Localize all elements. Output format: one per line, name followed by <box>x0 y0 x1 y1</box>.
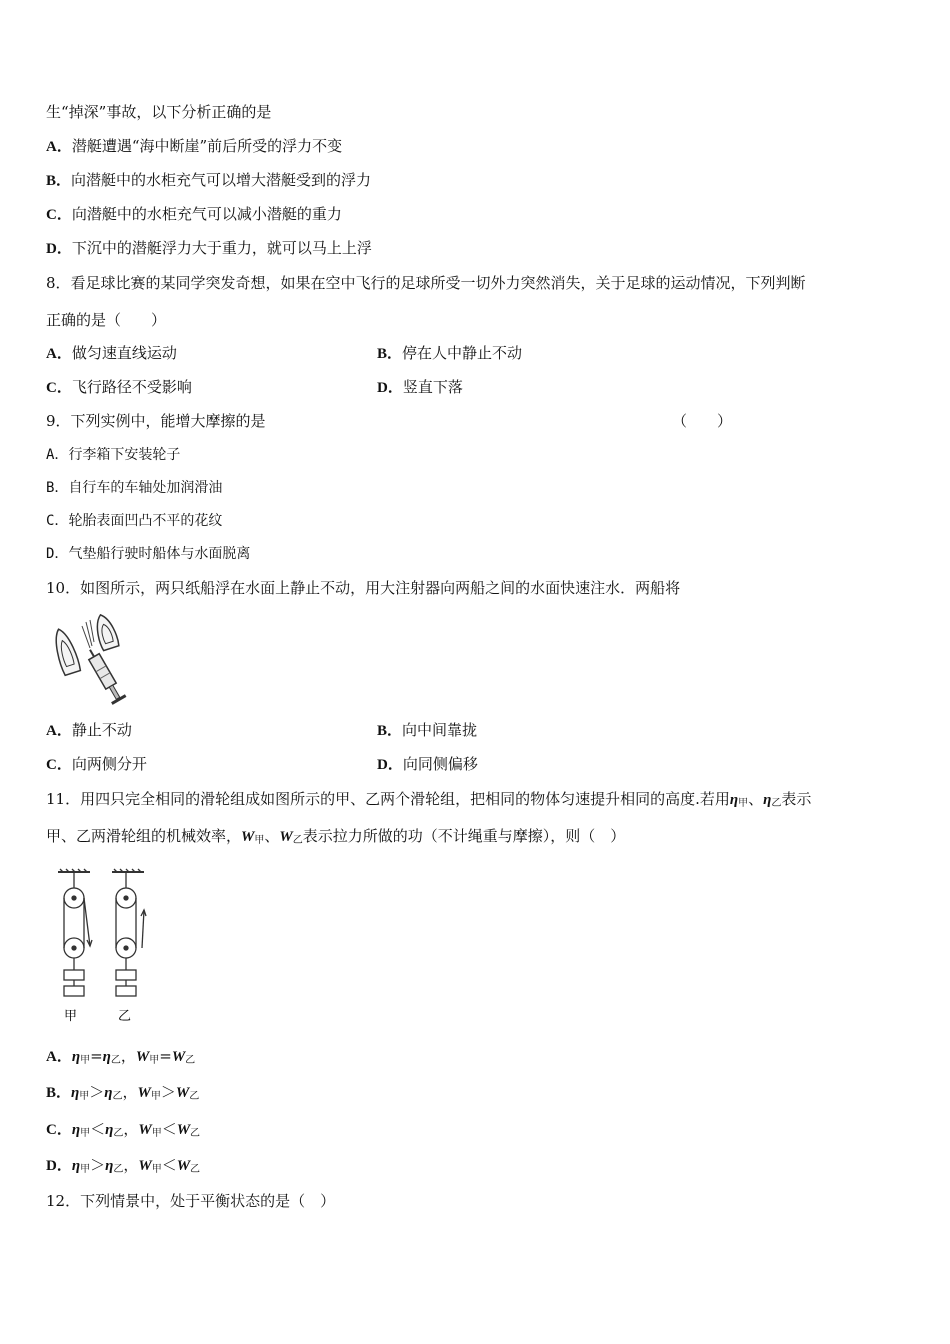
q10-option-a-text: 静止不动 <box>71 721 132 739</box>
q12-stem: 12．下列情景中，处于平衡状态的是（ ） <box>46 1192 336 1210</box>
q8-stem-line2: 正确的是（ ） <box>46 311 167 329</box>
q9-option-d-text: 气垫船行驶时船体与水面脱离 <box>68 546 251 562</box>
eta-symbol: η <box>71 1085 80 1101</box>
q9-option-a-label: A． <box>46 447 69 463</box>
q10-option-a <box>46 720 132 741</box>
comma: ， <box>120 1047 136 1065</box>
q11-option-d <box>46 1155 200 1180</box>
sub-yi: 乙 <box>771 798 782 809</box>
q9-option-c-label: C． <box>46 513 69 529</box>
relation-w: ＜ <box>161 1120 177 1138</box>
q7-option-c <box>46 204 342 225</box>
q7-option-a <box>46 136 342 157</box>
q11-option-a-label: A． <box>46 1049 72 1065</box>
q9-option-c-text: 轮胎表面凹凸不平的花纹 <box>68 513 223 529</box>
q8-option-c <box>46 377 192 398</box>
sub-jia: 甲 <box>80 1128 91 1139</box>
q7-option-d-label: D． <box>46 241 72 257</box>
eta-symbol: η <box>105 1122 114 1138</box>
fig-label-jia: 甲 <box>64 1009 78 1024</box>
sub-jia: 甲 <box>150 1091 161 1102</box>
sub-yi: 乙 <box>112 1091 123 1102</box>
comma: ， <box>122 1083 138 1101</box>
q10-option-c-label: C． <box>46 757 72 773</box>
q10-option-d-label: D． <box>377 757 403 773</box>
water-jet <box>82 620 94 648</box>
eta-symbol: η <box>729 792 739 808</box>
q11-stem-line1 <box>46 789 811 814</box>
sub-jia: 甲 <box>738 798 749 809</box>
w-symbol: W <box>138 1158 152 1174</box>
q7-option-c-label: C． <box>46 207 72 223</box>
relation-eta: = <box>90 1047 103 1065</box>
sub-yi: 乙 <box>185 1055 196 1066</box>
q7-option-a-label: A． <box>46 139 72 155</box>
q11-option-b-label: B． <box>46 1085 72 1101</box>
q8-option-a-label: A． <box>46 346 72 362</box>
w-symbol: W <box>171 1049 186 1065</box>
sub-jia: 甲 <box>151 1164 162 1175</box>
sub-yi: 乙 <box>113 1164 124 1175</box>
relation-w: ＞ <box>160 1083 176 1101</box>
sub-jia: 甲 <box>254 835 265 846</box>
q10-option-d <box>377 754 478 775</box>
relation-eta: ＜ <box>90 1120 106 1138</box>
relation-w: = <box>159 1047 172 1065</box>
q11-option-d-label: D． <box>46 1158 72 1174</box>
sub-yi: 乙 <box>190 1128 201 1139</box>
q7-option-d <box>46 238 372 259</box>
q11-stem-line2-b: 表示拉力所做的功（不计绳重与摩擦），则（ ） <box>302 827 626 845</box>
q8-option-a-text: 做匀速直线运动 <box>71 344 177 362</box>
w-symbol: W <box>135 1049 150 1065</box>
boats-syringe-figure <box>46 612 136 708</box>
q11-stem-line2 <box>46 826 625 851</box>
q10-option-d-text: 向同侧偏移 <box>402 755 478 773</box>
q10-option-c-text: 向两侧分开 <box>71 755 147 773</box>
eta-symbol: η <box>763 792 772 808</box>
eta-symbol: η <box>104 1085 113 1101</box>
q11-stem-b: 表示 <box>781 790 812 808</box>
right-boat <box>92 612 120 651</box>
q7-option-b-text: 向潜艇中的水柜充气可以增大潜艇受到的浮力 <box>71 171 372 189</box>
q10-option-b-label: B． <box>377 723 403 739</box>
eta-symbol: η <box>71 1158 81 1174</box>
q11-option-c-label: C． <box>46 1122 72 1138</box>
sub-jia: 甲 <box>80 1055 91 1066</box>
q8-stem-line1: 8．看足球比赛的某同学突发奇想，如果在空中飞行的足球所受一切外力突然消失，关于足球的运动情况，下列判断 <box>46 274 806 292</box>
w-symbol: W <box>176 1158 191 1174</box>
q9-option-b-label: B． <box>46 480 69 496</box>
eta-symbol: η <box>105 1158 114 1174</box>
w-symbol: W <box>176 1122 191 1138</box>
sub-yi: 乙 <box>292 835 303 846</box>
syringe <box>83 646 126 705</box>
q8-option-c-text: 飞行路径不受影响 <box>71 378 192 396</box>
sub-jia: 甲 <box>80 1164 91 1175</box>
relation-eta: ＞ <box>89 1083 105 1101</box>
w-symbol: W <box>241 829 255 845</box>
q11-option-a <box>46 1046 195 1071</box>
q7-option-c-text: 向潜艇中的水柜充气可以减小潜艇的重力 <box>71 205 342 223</box>
eta-symbol: η <box>71 1122 81 1138</box>
q11-option-c <box>46 1119 200 1144</box>
q8-option-d-text: 竖直下落 <box>402 378 463 396</box>
q9-option-d-label: D． <box>46 546 69 562</box>
pulley-systems-figure <box>50 868 160 1028</box>
relation-eta: ＞ <box>90 1156 106 1174</box>
q10-option-c <box>46 754 147 775</box>
comma: ， <box>123 1120 139 1138</box>
sub-jia: 甲 <box>149 1055 160 1066</box>
q9-option-a-text: 行李箱下安装轮子 <box>68 447 181 463</box>
q9-option-d <box>46 544 250 564</box>
q8-option-b-label: B． <box>377 346 403 362</box>
q9-answer-bracket: （ ） <box>672 412 733 430</box>
eta-symbol: η <box>102 1049 111 1065</box>
pulley-system-yi <box>112 869 146 996</box>
w-symbol: W <box>279 829 293 845</box>
sub-jia: 甲 <box>79 1091 90 1102</box>
comma: ， <box>123 1156 139 1174</box>
q10-option-b-text: 向中间靠拢 <box>402 721 478 739</box>
sub-jia: 甲 <box>151 1128 162 1139</box>
q11-option-b <box>46 1082 199 1107</box>
q8-option-c-label: C． <box>46 380 72 396</box>
q11-stem-a: 11．用四只完全相同的滑轮组成如图所示的甲、乙两个滑轮组，把相同的物体匀速提升相同的高度.若用 <box>46 790 730 808</box>
q8-option-b <box>377 343 522 364</box>
fig-label-yi: 乙 <box>118 1009 132 1024</box>
w-symbol: W <box>138 1122 152 1138</box>
q7-option-d-text: 下沉中的潜艇浮力大于重力，就可以马上上浮 <box>71 239 372 257</box>
pulley-system-jia <box>58 869 92 996</box>
left-boat <box>50 626 81 675</box>
q8-option-d-label: D． <box>377 380 403 396</box>
sub-yi: 乙 <box>190 1164 201 1175</box>
q9-option-b <box>46 478 222 498</box>
eta-symbol: η <box>71 1049 81 1065</box>
q9-option-c <box>46 511 222 531</box>
relation-w: ＜ <box>161 1156 177 1174</box>
q10-option-b <box>377 720 477 741</box>
w-symbol: W <box>137 1085 151 1101</box>
q7-option-b-label: B． <box>46 173 72 189</box>
q7-option-b <box>46 170 371 191</box>
q8-option-d <box>377 377 463 398</box>
q7-option-a-text: 潜艇遭遇“海中断崖”前后所受的浮力不变 <box>71 137 343 155</box>
q8-option-b-text: 停在人中静止不动 <box>402 344 523 362</box>
q9-option-a <box>46 445 180 465</box>
sub-yi: 乙 <box>189 1091 200 1102</box>
q10-stem: 10．如图所示，两只纸船浮在水面上静止不动，用大注射器向两船之间的水面快速注水．两船将 <box>46 579 681 597</box>
w-symbol: W <box>175 1085 190 1101</box>
q11-stem-line2-a: 甲、乙两滑轮组的机械效率， <box>46 827 242 845</box>
sub-yi: 乙 <box>113 1128 124 1139</box>
q10-option-a-label: A． <box>46 723 72 739</box>
separator: 、 <box>264 827 280 845</box>
q7-stem-tail: 生“掉深”事故，以下分析正确的是 <box>46 103 272 121</box>
separator: 、 <box>748 790 764 808</box>
q9-stem: 9．下列实例中，能增大摩擦的是 <box>46 412 266 430</box>
q8-option-a <box>46 343 177 364</box>
q9-option-b-text: 自行车的车轴处加润滑油 <box>68 480 223 496</box>
sub-yi: 乙 <box>110 1055 121 1066</box>
